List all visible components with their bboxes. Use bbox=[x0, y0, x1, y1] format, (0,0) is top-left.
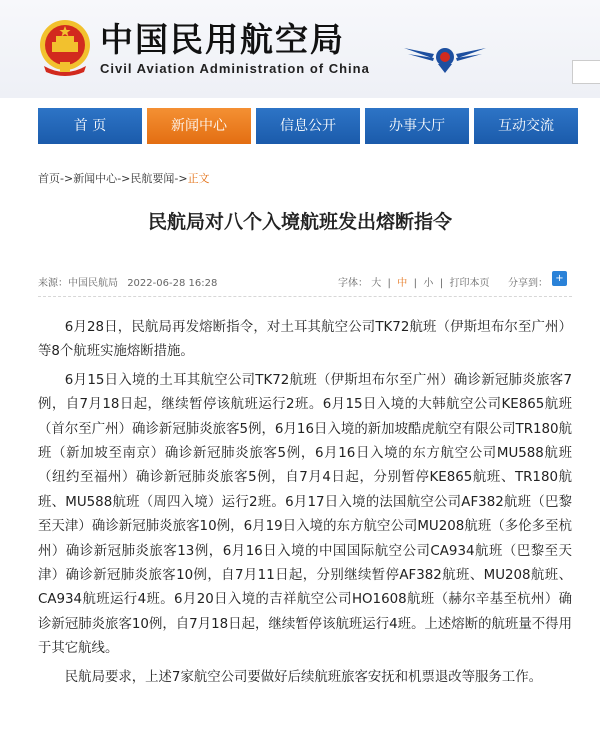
share-plus-icon[interactable]: + bbox=[552, 271, 567, 286]
font-large-button[interactable]: 大 bbox=[371, 278, 382, 289]
article-paragraph: 6月28日，民航局再发熔断指令，对土耳其航空公司TK72航班（伊斯坦布尔至广州）等8个航班实施熔断措施。 bbox=[38, 320, 572, 360]
separator: | bbox=[387, 278, 391, 289]
nav-home[interactable]: 首 页 bbox=[38, 108, 142, 144]
search-input[interactable] bbox=[572, 60, 600, 84]
font-small-button[interactable]: 小 bbox=[423, 278, 434, 289]
breadcrumb-home[interactable]: 首页 bbox=[38, 172, 60, 185]
breadcrumb-separator: -> bbox=[117, 172, 131, 185]
article-source: 来源：中国民航局 bbox=[38, 278, 118, 289]
site-header bbox=[0, 0, 600, 98]
separator: | bbox=[439, 278, 444, 289]
site-title-en: Civil Aviation Administration of China bbox=[100, 61, 370, 76]
nav-news-center[interactable]: 新闻中心 bbox=[147, 108, 251, 144]
article-body bbox=[38, 316, 572, 694]
breadcrumb-separator: -> bbox=[174, 172, 188, 185]
font-size-controls bbox=[338, 274, 489, 289]
article-date: 2022-06-28 16:28 bbox=[127, 278, 218, 289]
breadcrumb-category[interactable]: 民航要闻 bbox=[130, 172, 175, 185]
national-emblem-icon bbox=[38, 18, 92, 78]
article-title: 民航局对八个入境航班发出熔断指令 bbox=[147, 211, 452, 233]
site-title-cn: 中国民用航空局 bbox=[100, 20, 345, 59]
breadcrumb bbox=[38, 170, 210, 186]
breadcrumb-news[interactable]: 新闻中心 bbox=[73, 172, 118, 185]
font-size-label: 字体： bbox=[338, 278, 368, 289]
article-paragraph: 6月15日入境的土耳其航空公司TK72航班（伊斯坦布尔至广州）确诊新冠肺炎旅客7例，自7月18日起，继续暂停该航班运行2班。6月15日入境的大韩航空公司KE865航班（首尔至广州）确诊新冠肺炎旅客5例，6月16日入境的新加坡酷虎航空有限公司TR180航班（新加坡至南京）确诊新冠肺炎旅客5例，6月16日入境的东方航空公司MU588航班（纽约至福州）确诊新冠肺炎旅客5例，自7月4日起，分别暂停KE865航班、TR180航班、MU588航班（周四入境）运行2班。6月17日入境的法国航空公司AF382航班（巴黎至天津）确诊新冠肺炎旅客10例，6月19日入境的东方航空公司MU208航班（多伦多至杭州）确诊新冠肺炎旅客13例，6月16日入境的中国国际航空公司CA934航班（巴黎至天津）确诊新冠肺炎旅客10例，自7月11日起，分别继续暂停AF382航班、MU208航班、CA934航班运行4班。6月20日入境的吉祥航空公司HO1608航班（赫尔辛基至杭州）确诊新冠肺炎旅客10例，自7月18日起，继续暂停该航班运行4班。上述熔断的航班量不得用于其它航线。 bbox=[38, 372, 572, 657]
caac-wings-logo bbox=[404, 40, 486, 74]
main-nav bbox=[0, 98, 600, 154]
nav-service-hall[interactable]: 办事大厅 bbox=[365, 108, 469, 144]
divider bbox=[38, 296, 572, 297]
article-paragraph: 民航局要求，上述7家航空公司要做好后续航班旅客安抚和机票退改等服务工作。 bbox=[64, 669, 542, 685]
nav-info-public[interactable]: 信息公开 bbox=[256, 108, 360, 144]
print-button[interactable]: 打印本页 bbox=[449, 278, 490, 289]
breadcrumb-current: 正文 bbox=[187, 172, 210, 185]
breadcrumb-separator: -> bbox=[60, 172, 74, 185]
share-label: 分享到： bbox=[508, 278, 548, 289]
article-meta-bar bbox=[38, 268, 572, 294]
font-medium-button[interactable]: 中 bbox=[397, 278, 408, 289]
separator: | bbox=[413, 278, 418, 289]
nav-interaction[interactable]: 互动交流 bbox=[474, 108, 578, 144]
